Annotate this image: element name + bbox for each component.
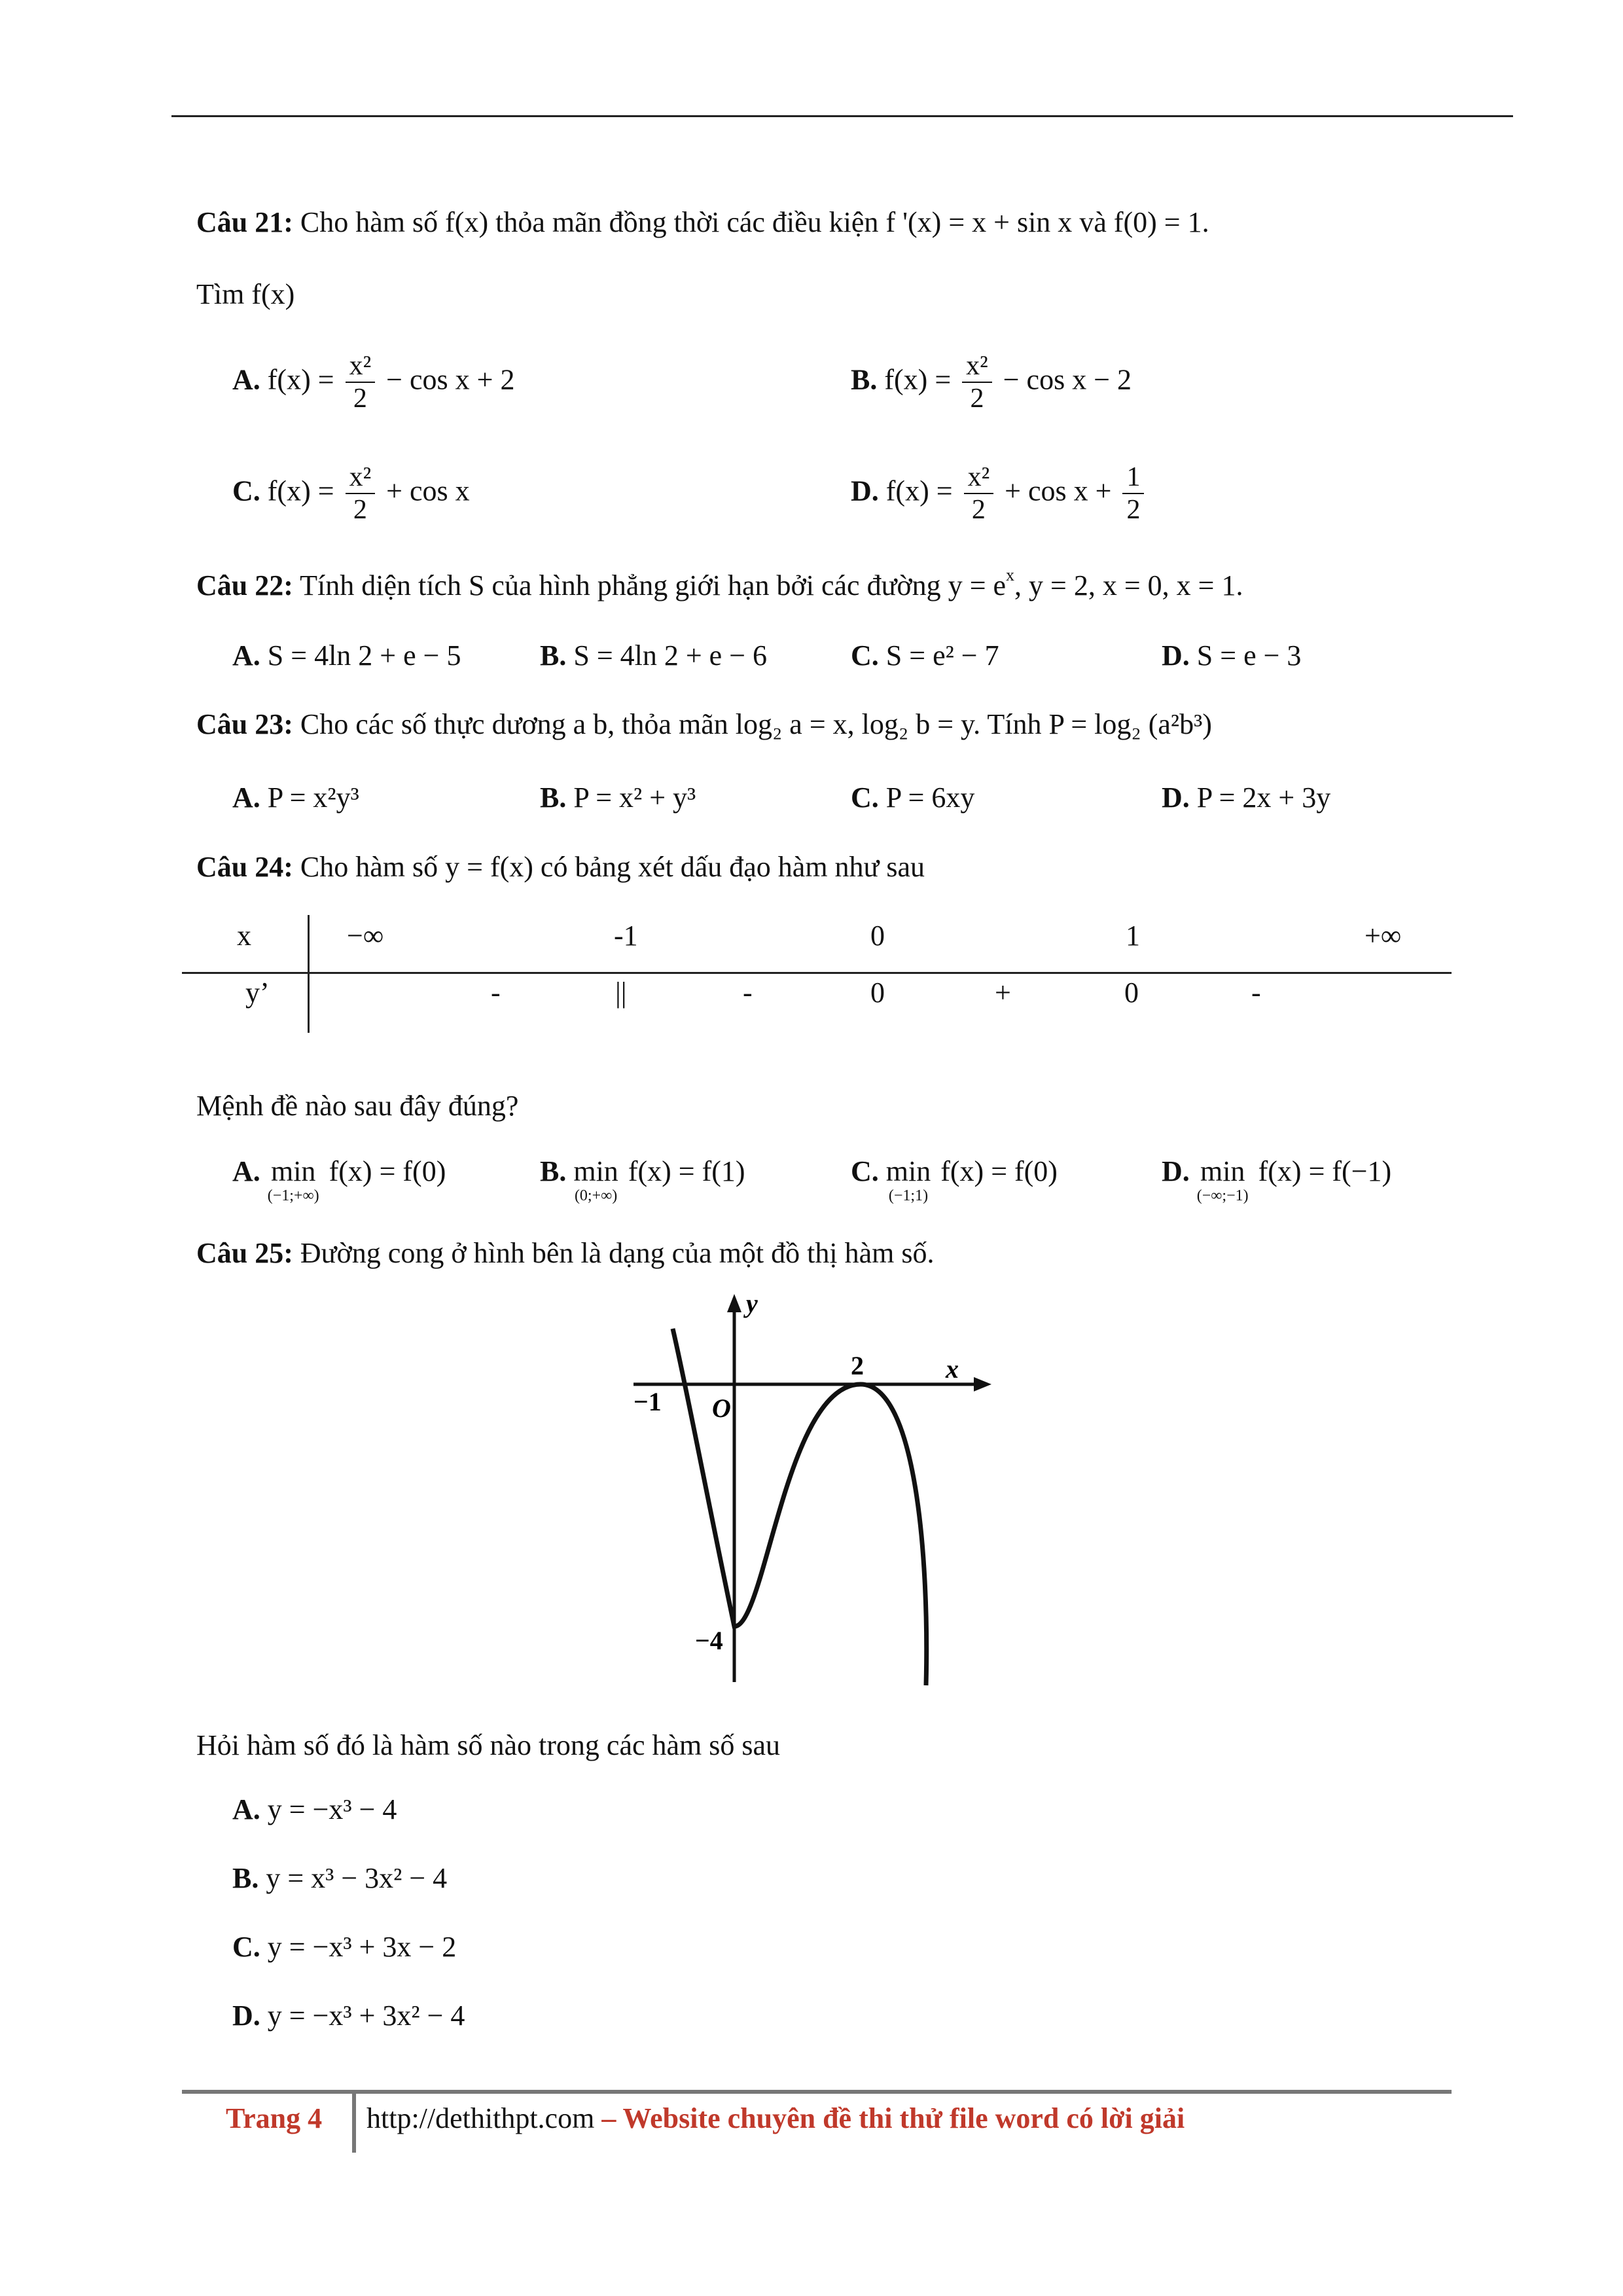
q21-ask (196, 280, 294, 309)
option-label: B. (851, 363, 878, 396)
option-text: P = 2x + 3y (1196, 781, 1331, 814)
min-operator (1197, 1157, 1249, 1204)
q24-stem (196, 853, 925, 882)
q25-label: Câu 25: (196, 1237, 293, 1269)
x-axis-label: x (946, 1354, 959, 1384)
table-sign: - (1251, 977, 1261, 1009)
table-x-value: 0 (870, 920, 885, 952)
q22-label: Câu 22: (196, 569, 293, 601)
option-label: A. (232, 1793, 260, 1825)
option-label: B. (232, 1862, 259, 1894)
option-fraction (962, 350, 992, 415)
option-expr: f(x) = f(0) (329, 1155, 446, 1187)
q22-option-a[interactable] (232, 641, 461, 670)
q21-stem (196, 208, 1209, 237)
q24-text2: có bảng xét dấu đạo hàm như sau (540, 851, 925, 883)
fraction-den: 2 (971, 495, 986, 526)
q21-text1: Cho hàm số (300, 206, 438, 238)
tick-label-neg1: −1 (633, 1387, 662, 1416)
option-rest: + cos x + (1005, 475, 1112, 507)
q23-condition: log₂ a = x, log₂ b = y. (735, 708, 981, 740)
q23-expression: P = log₂ (a²b³) (1048, 708, 1212, 740)
footer-rule (182, 2090, 1452, 2094)
option-text: S = 4ln 2 + e − 5 (267, 639, 461, 672)
q21-option-b[interactable] (851, 350, 1132, 415)
min-domain: (−1;1) (888, 1187, 929, 1204)
option-text: y = −x³ − 4 (267, 1793, 397, 1825)
option-lhs: f(x) = (884, 363, 952, 396)
option-label: A. (232, 781, 260, 814)
option-label: D. (1162, 1155, 1190, 1187)
option-text: y = −x³ + 3x² − 4 (267, 2000, 465, 2032)
option-label: C. (232, 1931, 260, 1963)
q25-text: Đường cong ở hình bên là dạng của một đồ thị hàm số. (300, 1237, 935, 1269)
q24-option-b[interactable] (540, 1157, 745, 1204)
footer-page: Trang 4 (226, 2102, 323, 2134)
option-label: A. (232, 639, 260, 672)
q23-text: Cho các số thực dương a b, thỏa mãn (300, 708, 728, 740)
q21-initial-condition: f(0) = 1. (1113, 206, 1209, 238)
min-word: min (1200, 1155, 1245, 1187)
q23-option-c[interactable] (851, 783, 974, 812)
option-fraction (346, 350, 376, 415)
function-graph (615, 1286, 995, 1698)
option-label: A. (232, 363, 260, 396)
q23-stem (196, 710, 1212, 739)
min-word: min (573, 1155, 618, 1187)
q23-ask: Tính (987, 708, 1042, 740)
table-sign: 0 (870, 977, 885, 1009)
q24-option-d[interactable] (1162, 1157, 1391, 1204)
table-sign: + (995, 977, 1011, 1009)
option-label: B. (540, 781, 567, 814)
table-sign: || (615, 977, 627, 1009)
option-label: C. (851, 639, 879, 672)
q21-text3: và (1079, 206, 1107, 238)
q22-option-c[interactable] (851, 641, 999, 670)
min-operator (268, 1157, 319, 1204)
option-lhs: f(x) = (267, 363, 334, 396)
q21-label: Câu 21: (196, 206, 293, 238)
table-x-value: 1 (1126, 920, 1140, 952)
q22-eq-rest: , y = 2, x = 0, x = 1. (1014, 569, 1243, 601)
min-domain: (−1;+∞) (267, 1187, 319, 1204)
footer-page-number (226, 2104, 322, 2133)
option-expr: f(x) = f(0) (940, 1155, 1058, 1187)
option-label: A. (232, 1155, 260, 1187)
q21-ask-f: f(x) (251, 278, 295, 310)
q22-option-b[interactable] (540, 641, 767, 670)
fraction-num: x² (346, 350, 376, 383)
option-text: y = −x³ + 3x − 2 (267, 1931, 457, 1963)
origin-label: O (712, 1393, 731, 1423)
option-label: D. (851, 475, 879, 507)
x-axis-arrow-icon (974, 1377, 991, 1391)
q22-equation (948, 565, 1243, 601)
q23-label: Câu 23: (196, 708, 293, 740)
min-operator (573, 1157, 618, 1204)
table-y-head: y’ (245, 977, 270, 1009)
q25-option-b[interactable] (232, 1864, 447, 1893)
option-label: C. (851, 1155, 879, 1187)
q25-stem (196, 1239, 934, 1268)
option-text: y = x³ − 3x² − 4 (266, 1862, 448, 1894)
option-rest: − cos x + 2 (386, 363, 515, 396)
q21-option-a[interactable] (232, 350, 514, 415)
option-label: C. (851, 781, 879, 814)
header-rule (171, 115, 1513, 117)
option-label: D. (1162, 639, 1190, 672)
q21-option-c[interactable] (232, 461, 470, 526)
footer-site (366, 2104, 1185, 2133)
q21-ask-prefix: Tìm (196, 278, 245, 310)
q23-option-b[interactable] (540, 783, 696, 812)
option-fraction (964, 461, 994, 526)
q25-question: Hỏi hàm số đó là hàm số nào trong các hàm số sau (196, 1729, 781, 1761)
q24-function: y = f(x) (445, 851, 533, 883)
q23-option-d[interactable] (1162, 783, 1330, 812)
q25-option-a[interactable] (232, 1795, 397, 1824)
q21-option-d[interactable] (851, 461, 1148, 526)
q24-label: Câu 24: (196, 851, 293, 883)
option-fraction (346, 461, 376, 526)
option-text: P = 6xy (885, 781, 975, 814)
table-sign: - (491, 977, 501, 1009)
q21-text2: thỏa mãn đồng thời các điều kiện (495, 206, 879, 238)
option-text: P = x² + y³ (573, 781, 696, 814)
footer-divider (352, 2094, 356, 2153)
min-word: min (270, 1155, 316, 1187)
fraction-den: 2 (970, 384, 984, 414)
option-lhs: f(x) = (267, 475, 334, 507)
option-rest: + cos x (386, 475, 470, 507)
sign-table-divider (308, 915, 310, 1033)
y-axis-arrow-icon (727, 1294, 741, 1312)
fraction-num: x² (962, 350, 992, 383)
q21-f-of-x: f(x) (445, 206, 489, 238)
q21-derivative: f '(x) = x + sin x (885, 206, 1073, 238)
fraction-num: 1 (1122, 461, 1144, 494)
option-text: P = x²y³ (267, 781, 359, 814)
option-text: S = e − 3 (1196, 639, 1302, 672)
fraction-num: x² (964, 461, 994, 494)
q25-option-d[interactable] (232, 2001, 465, 2030)
option-rest: − cos x − 2 (1003, 363, 1132, 396)
q22-text: Tính diện tích S của hình phẳng giới hạn bởi các đường (300, 569, 941, 601)
option-fraction-2 (1122, 461, 1144, 526)
q24-option-a[interactable] (232, 1157, 446, 1204)
fraction-num: x² (346, 461, 376, 494)
q22-stem (196, 565, 1243, 601)
tick-label-2: 2 (851, 1351, 864, 1380)
option-text: S = e² − 7 (885, 639, 999, 672)
fraction-den: 2 (353, 384, 367, 414)
min-domain: (0;+∞) (574, 1187, 618, 1204)
y-axis-label: y (746, 1289, 758, 1318)
q25-option-c[interactable] (232, 1933, 456, 1962)
sign-table-rule (182, 972, 1452, 974)
q22-eq-base: y = e (948, 569, 1007, 601)
footer-tagline: – Website chuyên đề thi thử file word có lời giải (601, 2102, 1185, 2134)
min-operator (886, 1157, 931, 1204)
q22-option-d[interactable] (1162, 641, 1301, 670)
option-label: D. (1162, 781, 1190, 814)
q24-option-c[interactable] (851, 1157, 1058, 1204)
q22-eq-exp: x (1006, 565, 1015, 584)
table-sign: 0 (1124, 977, 1139, 1009)
option-label: B. (540, 639, 567, 672)
q24-question: Mệnh đề nào sau đây đúng? (196, 1090, 519, 1122)
option-expr: f(x) = f(1) (628, 1155, 745, 1187)
tick-label-neg4: −4 (695, 1626, 723, 1655)
option-label: D. (232, 2000, 260, 2032)
min-domain: (−∞;−1) (1196, 1187, 1249, 1204)
fraction-den: 2 (1126, 495, 1141, 526)
table-x-value: −∞ (347, 920, 384, 952)
q23-option-a[interactable] (232, 783, 359, 812)
table-x-value: -1 (614, 920, 638, 952)
table-x-value: +∞ (1364, 920, 1402, 952)
option-lhs: f(x) = (885, 475, 953, 507)
table-sign: - (743, 977, 753, 1009)
option-text: S = 4ln 2 + e − 6 (573, 639, 768, 672)
option-label: C. (232, 475, 260, 507)
option-label: B. (540, 1155, 567, 1187)
q24-text1: Cho hàm số (300, 851, 438, 883)
fraction-den: 2 (353, 495, 367, 526)
table-x-head: x (237, 920, 251, 952)
min-word: min (885, 1155, 931, 1187)
option-expr: f(x) = f(−1) (1258, 1155, 1392, 1187)
footer-url[interactable]: http://dethithpt.com (366, 2102, 595, 2134)
